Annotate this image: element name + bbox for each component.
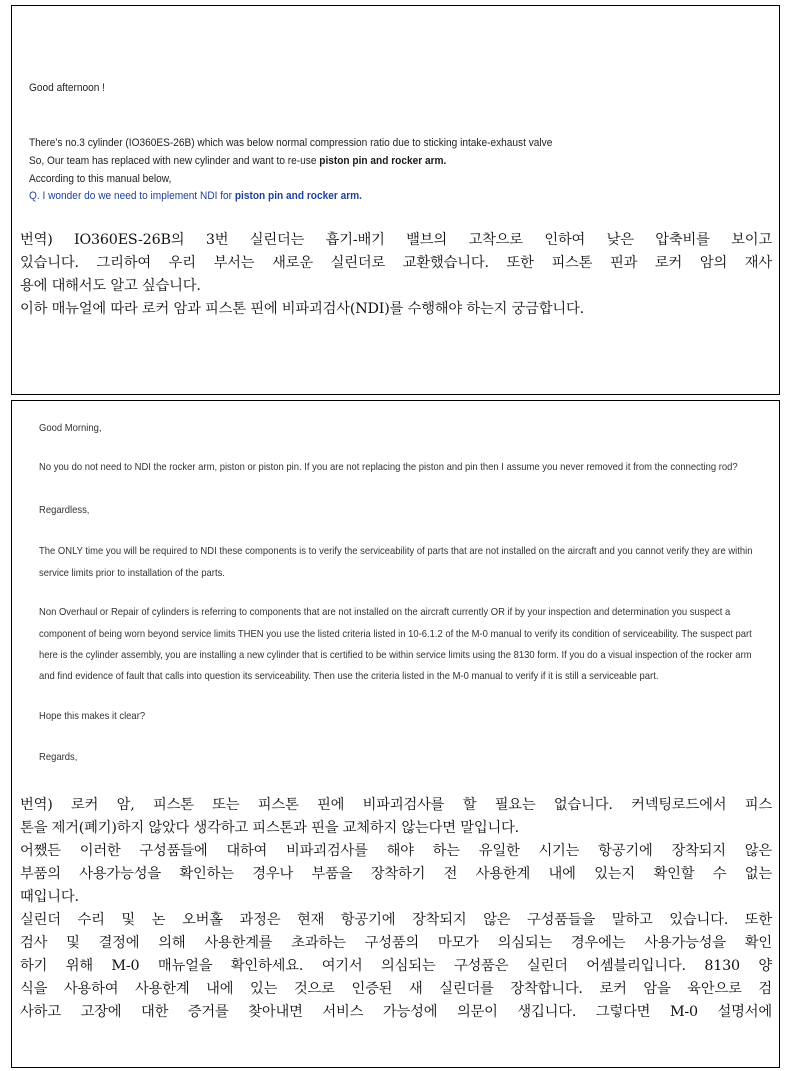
reply-greeting: Good Morning,	[39, 422, 102, 434]
reply-paragraph-4d: and find evidence of fault that calls into question its serviceability. Then use the criteria listed in the M-0 manual to verify if it is still a serviceable part.	[39, 670, 659, 682]
reply-paragraph-3b: service limits prior to installation of the parts.	[39, 567, 225, 579]
answer-translation	[20, 794, 772, 1024]
reply-paragraph-2: Regardless,	[39, 504, 90, 516]
reply-signoff: Regards,	[39, 751, 78, 763]
translation-line: 있습니다. 그리하여 우리 부서는 새로운 실린더로 교환했습니다. 또한 피스톤 핀과 로커 암의 재사	[20, 255, 772, 271]
question-translation	[20, 229, 772, 321]
translation-line: 번역) IO360ES-26B의 3번 실린더는 흡기-배기 밸브의 고착으로 인하여 낮은 압축비를 보이고	[20, 232, 772, 248]
email-line-2: So, Our team has replaced with new cylinder and want to re-use piston pin and rocker arm.	[29, 155, 447, 167]
reply-paragraph-5: Hope this makes it clear?	[39, 710, 146, 722]
translation-line: 실린더 수리 및 논 오버홀 과정은 현재 항공기에 장착되지 않은 구성품들을 말하고 있습니다. 또한	[20, 912, 772, 928]
translation-line: 하기 위해 M-0 매뉴얼을 확인하세요. 여기서 의심되는 구성품은 실린더 어셈블리입니다. 8130 양	[20, 958, 772, 974]
translation-line: 사하고 고장에 대한 증거를 찾아내면 서비스 가능성에 의문이 생깁니다. 그렇다면 M-0 설명서에	[20, 1004, 772, 1020]
reply-paragraph-4c: here is the cylinder assembly, you are installing a new cylinder that is certified to be within service limits using the 8130 form. If you do a visual inspection of the rocker arm	[39, 649, 752, 661]
reply-paragraph-1: No you do not need to NDI the rocker arm, piston or piston pin. If you are not replacing the piston and pin then I assume you never removed it from the connecting rod?	[39, 461, 738, 473]
reply-paragraph-3a: The ONLY time you will be required to NDI these components is to verify the serviceability of parts that are not installed on the aircraft and you cannot verify they are within	[39, 545, 753, 557]
translation-line: 이하 매뉴얼에 따라 로커 암과 피스톤 핀에 비파괴검사(NDI)를 수행해야 하는지 궁금합니다.	[20, 301, 584, 317]
translation-line: 어쨌든 이러한 구성품들에 대하여 비파괴검사를 해야 하는 유일한 시기는 항공기에 장착되지 않은	[20, 843, 772, 859]
email-question-line: Q. I wonder do we need to implement NDI for piston pin and rocker arm.	[29, 190, 362, 202]
translation-line: 식을 사용하여 사용한계 내에 있는 것으로 인증된 새 실린더를 장착합니다. 로커 암을 육안으로 검	[20, 981, 772, 997]
translation-line: 용에 대해서도 알고 싶습니다.	[20, 278, 201, 294]
translation-line: 검사 및 결정에 의해 사용한계를 초과하는 구성품의 마모가 의심되는 경우에는 사용가능성을 확인	[20, 935, 772, 951]
email-line-1: There's no.3 cylinder (IO360ES-26B) which was below normal compression ratio due to sticking intake-exhaust valve	[29, 137, 553, 149]
email-greeting: Good afternoon !	[29, 82, 105, 94]
answer-box	[11, 400, 780, 1068]
translation-line: 번역) 로커 암, 피스톤 또는 피스톤 핀에 비파괴검사를 할 필요는 없습니다. 커넥팅로드에서 피스	[20, 797, 772, 813]
email-line-3: According to this manual below,	[29, 173, 172, 185]
translation-line: 톤을 제거(폐기)하지 않았다 생각하고 피스톤과 핀을 교체하지 않는다면 말입니다.	[20, 820, 520, 836]
question-box	[11, 5, 780, 395]
reply-paragraph-4b: component of being worn beyond service limits THEN you use the listed criteria listed in 10-6.1.2 of the M-0 manual to verify its condition of serviceability. The suspect part	[39, 628, 752, 640]
reply-paragraph-4a: Non Overhaul or Repair of cylinders is referring to components that are not installed on the aircraft currently OR if by your inspection and determination you suspect a	[39, 606, 731, 618]
translation-line: 부품의 사용가능성을 확인하는 경우나 부품을 장착하기 전 사용한계 내에 있는지 확인할 수 없는	[20, 866, 772, 882]
translation-line: 때입니다.	[20, 889, 79, 905]
